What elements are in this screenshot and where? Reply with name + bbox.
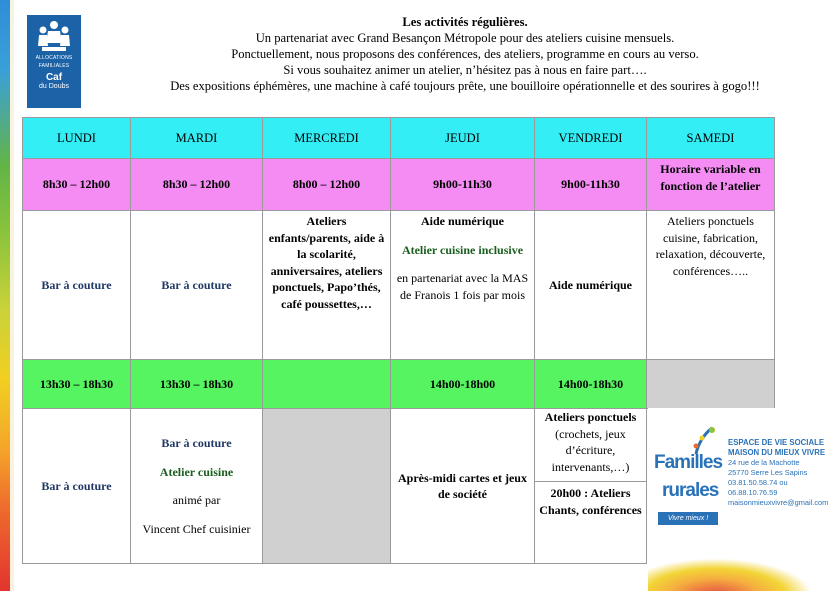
- activity-vendredi-soir: 20h00 : Ateliers Chants, conférences: [535, 481, 646, 518]
- activity-vendredi-ponctuels-title: Ateliers ponctuels: [544, 410, 637, 424]
- activity-mercredi-pm-empty: [263, 409, 391, 564]
- familles-rurales-badge: Vivre mieux !: [658, 512, 718, 525]
- familles-rurales-info: [728, 438, 838, 508]
- days-row: [23, 118, 775, 159]
- activity-mardi-couture: Bar à couture: [161, 436, 232, 450]
- hours-samedi-am: Horaire variable en fonction de l’atelier: [647, 159, 775, 211]
- leaf-icon: [690, 426, 720, 456]
- caf-line2: FAMILIALES: [38, 63, 70, 69]
- activity-jeudi-am: [391, 211, 535, 360]
- hours-lundi-am: 8h30 – 12h00: [23, 159, 131, 211]
- activity-vendredi-ponctuels-text: (crochets, jeux d’écriture, intervenants,…): [551, 426, 630, 474]
- day-lundi: LUNDI: [23, 118, 131, 159]
- caf-name: Caf: [45, 72, 63, 83]
- day-jeudi: JEUDI: [391, 118, 535, 159]
- activity-vendredi-pm: [535, 409, 647, 564]
- activity-samedi-am: Ateliers ponctuels cuisine, fabrication, relaxation, découverte, conférences…..: [647, 211, 775, 360]
- header-line: Un partenariat avec Grand Besançon Métropole pour des ateliers cuisine mensuels.: [255, 31, 675, 45]
- activity-mardi-am: Bar à couture: [131, 211, 263, 360]
- caf-family-icon: [34, 19, 74, 53]
- logo-word-rurales: rurales: [662, 480, 719, 501]
- header: [120, 14, 810, 94]
- day-vendredi: VENDREDI: [535, 118, 647, 159]
- hours-mardi-am: 8h30 – 12h00: [131, 159, 263, 211]
- logo-word-familles: Familles: [654, 452, 723, 473]
- info-address2: 25770 Serre Les Sapins: [728, 468, 808, 477]
- activity-mardi-pm: [131, 409, 263, 564]
- afternoon-hours-row: [23, 360, 775, 409]
- hours-jeudi-pm: 14h00-18h00: [391, 360, 535, 409]
- hours-lundi-pm: 13h30 – 18h30: [23, 360, 131, 409]
- hours-mercredi-am: 8h00 – 12h00: [263, 159, 391, 211]
- info-title1: ESPACE DE VIE SOCIALE: [728, 438, 825, 447]
- activity-mercredi-am: Ateliers enfants/parents, aide à la scolarité, anniversaires, ateliers ponctuels, Papo’thés, café poussettes,…: [263, 211, 391, 360]
- activity-jeudi-partenariat: en partenariat avec la MAS de Franois 1 fois par mois: [396, 271, 529, 302]
- rainbow-side-strip: [0, 0, 10, 591]
- info-phone: 03.81.50.58.74 ou 06.88.10.76.59: [728, 478, 788, 497]
- header-line: Si vous souhaitez animer un atelier, n’hésitez pas à nous en faire part….: [283, 63, 647, 77]
- caf-line1: ALLOCATIONS: [35, 55, 73, 61]
- familles-rurales-card: [648, 408, 840, 560]
- hours-samedi-pm-empty: [647, 360, 775, 409]
- hours-vendredi-pm: 14h00-18h30: [535, 360, 647, 409]
- hours-jeudi-am: 9h00-11h30: [391, 159, 535, 211]
- info-address1: 24 rue de la Machotte: [728, 458, 800, 467]
- day-mardi: MARDI: [131, 118, 263, 159]
- activity-lundi-pm: Bar à couture: [23, 409, 131, 564]
- header-line: Ponctuellement, nous proposons des conférences, des ateliers, programme en cours au verso.: [231, 47, 699, 61]
- side-strip-overlay: [10, 0, 14, 591]
- page-title: Les activités régulières.: [402, 15, 528, 29]
- activity-mardi-anime: animé par: [172, 493, 221, 507]
- hours-vendredi-am: 9h00-11h30: [535, 159, 647, 211]
- info-title2: MAISON DU MIEUX VIVRE: [728, 448, 826, 457]
- header-line: Des expositions éphémères, une machine à café toujours prête, une bouilloire opérationnelle et des sourires à gogo!!!: [170, 79, 760, 93]
- caf-region: du Doubs: [39, 83, 69, 90]
- activity-jeudi-pm: Après-midi cartes et jeux de société: [391, 409, 535, 564]
- day-mercredi: MERCREDI: [263, 118, 391, 159]
- activity-vendredi-am: Aide numérique: [535, 211, 647, 360]
- morning-activities-row: [23, 211, 775, 360]
- morning-hours-row: [23, 159, 775, 211]
- day-samedi: SAMEDI: [647, 118, 775, 159]
- caf-logo: [27, 15, 81, 108]
- activity-jeudi-cuisine: Atelier cuisine inclusive: [401, 242, 524, 257]
- activity-lundi-am: Bar à couture: [23, 211, 131, 360]
- rainbow-decoration: [648, 548, 840, 591]
- hours-mercredi-pm: [263, 360, 391, 409]
- activity-mardi-chef: Vincent Chef cuisinier: [142, 521, 251, 536]
- info-email: maisonmieuxvivre@gmail.com: [728, 498, 829, 507]
- hours-mardi-pm: 13h30 – 18h30: [131, 360, 263, 409]
- activity-mardi-cuisine: Atelier cuisine: [159, 464, 234, 479]
- activity-jeudi-aide: Aide numérique: [420, 214, 504, 228]
